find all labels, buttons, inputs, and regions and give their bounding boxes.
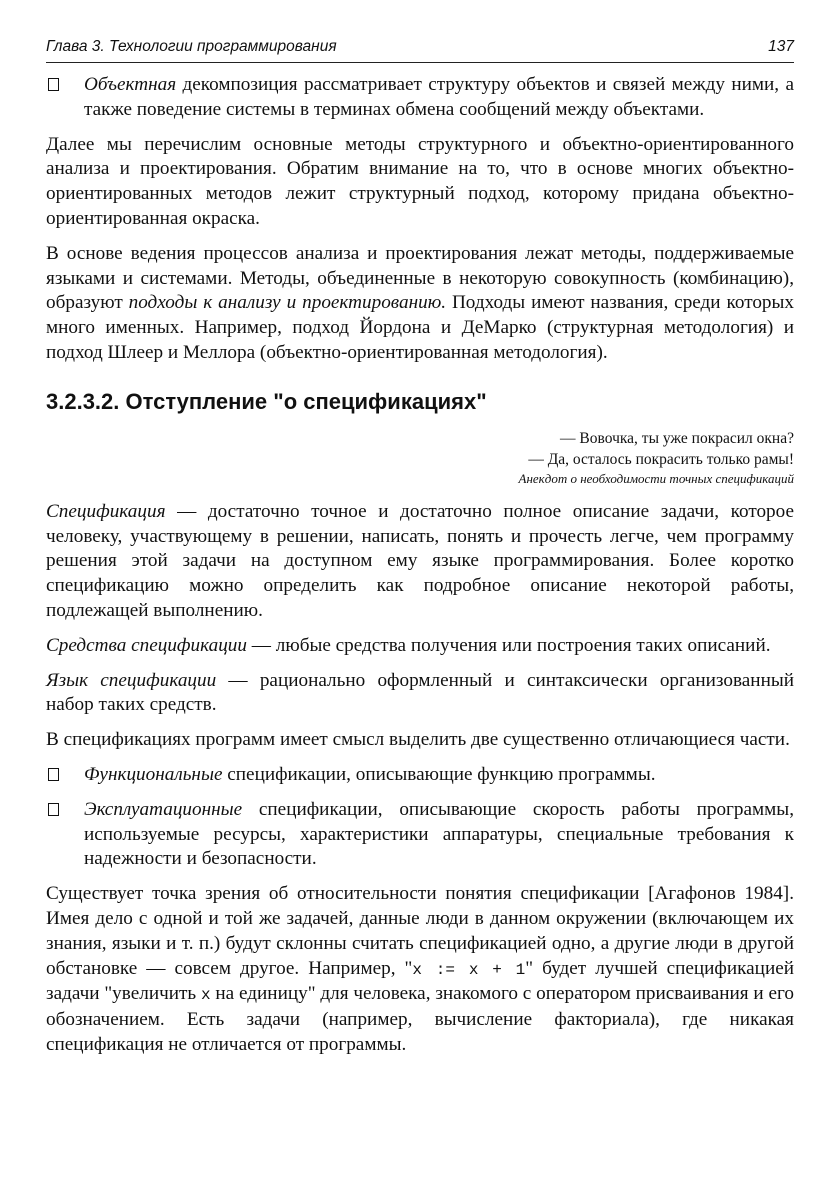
checkbox-bullet-icon bbox=[48, 803, 59, 816]
text-span: В основе ведения процессов анализа и проектирования лежат методы, поддерживаемые языками и системами. Методы, объединенные в некоторую совокупность (комбинацию), образуют bbox=[46, 242, 794, 314]
definition-text: — достаточно точное и достаточно полное описание задачи, которое человеку, участвующему в решении, написать, понять и прочесть легче, чем программу решения этой задачи на доступном ему языке программирования. Более коротко спецификацию можно определить как подробное описание некоторой работы, подлежащей выполнению. bbox=[46, 500, 794, 621]
definition-text: — рационально оформленный и синтаксически организованный набор таких средств. bbox=[46, 669, 795, 716]
page-number: 137 bbox=[768, 38, 794, 55]
emphasis-approaches: подходы к анализу и проектированию. bbox=[128, 292, 447, 314]
code-inline: x := x + 1 bbox=[412, 960, 526, 979]
epigraph-line: — Да, осталось покрасить только рамы! bbox=[528, 450, 794, 468]
checkbox-bullet-icon bbox=[48, 78, 59, 91]
epigraph-source: Анекдот о необходимости точных спецификаций bbox=[518, 470, 794, 486]
bullet-operational bbox=[46, 798, 794, 872]
page bbox=[46, 36, 794, 1058]
bullet-text: декомпозиция рассматривает структуру объектов и связей между ними, а также поведение системы в терминах обмена сообщений между объектами. bbox=[84, 74, 794, 120]
epigraph bbox=[46, 428, 794, 488]
definition-term: Язык спецификации bbox=[46, 669, 217, 691]
paragraph-methods-intro: Далее мы перечислим основные методы структурного и объектно-ориентированного анализа и проектирования. Обратим внимание на то, что в основе многих объектно-ориентированных методов лежит структурный подход, которому придана объектно-ориентированная окраска. bbox=[46, 133, 794, 229]
definition-spec-language bbox=[46, 669, 794, 719]
chapter-title: Глава 3. Технологии программирования bbox=[46, 38, 337, 55]
definition-text: — любые средства получения или построения таких описаний. bbox=[247, 634, 771, 656]
bullet-term: Функциональные bbox=[84, 763, 223, 785]
text-span: на единицу" для человека, знакомого с оператором присваивания и его обозначением. Есть задачи (например, вычисление факториала), где никакая спецификация не отличается от программы. bbox=[46, 983, 795, 1055]
section-heading: 3.2.3.2. Отступление "о спецификациях" bbox=[46, 388, 487, 414]
bullet-term: Эксплуатационные bbox=[84, 798, 243, 820]
definition-term: Средства спецификации bbox=[46, 634, 247, 656]
text-span: Существует точка зрения об относительности понятия спецификации [Агафонов 1984]. Имея дело с одной и той же задачей, данные люди в данном окружении (включающем их знания, языки и т. п.) будут склонны считать спецификацией одно, а другие люди в другой обстановке — совсем другое. Например, " bbox=[46, 883, 794, 979]
checkbox-bullet-icon bbox=[48, 768, 59, 781]
running-header bbox=[46, 36, 794, 63]
paragraph-relativity bbox=[46, 882, 794, 1058]
paragraph-approaches bbox=[46, 242, 794, 366]
bullet-functional bbox=[46, 763, 794, 788]
bullet-text: спецификации, описывающие функцию программы. bbox=[222, 763, 656, 785]
definition-term: Спецификация bbox=[46, 500, 166, 522]
definition-specification bbox=[46, 500, 794, 624]
definition-spec-tools bbox=[46, 634, 794, 659]
text-span: Подходы имеют названия, среди которых много именных. Например, подход Йордона и ДеМарко (структурная методология) и подход Шлеер и Меллора (объектно-ориентированная методология). bbox=[46, 292, 794, 363]
bullet-term: Объектная bbox=[84, 74, 177, 95]
bullet-text: спецификации, описывающие скорость работы программы, используемые ресурсы, характеристики аппаратуры, специальные требования к надежности и безопасности. bbox=[84, 798, 794, 870]
bullet-object-decomposition bbox=[46, 73, 794, 123]
epigraph-line: — Вовочка, ты уже покрасил окна? bbox=[560, 429, 794, 447]
paragraph-two-parts: В спецификациях программ имеет смысл выделить две существенно отличающиеся части. bbox=[46, 729, 790, 751]
text-span: " будет лучшей спецификацией задачи "увеличить bbox=[46, 957, 795, 1005]
code-inline: x bbox=[200, 986, 211, 1005]
